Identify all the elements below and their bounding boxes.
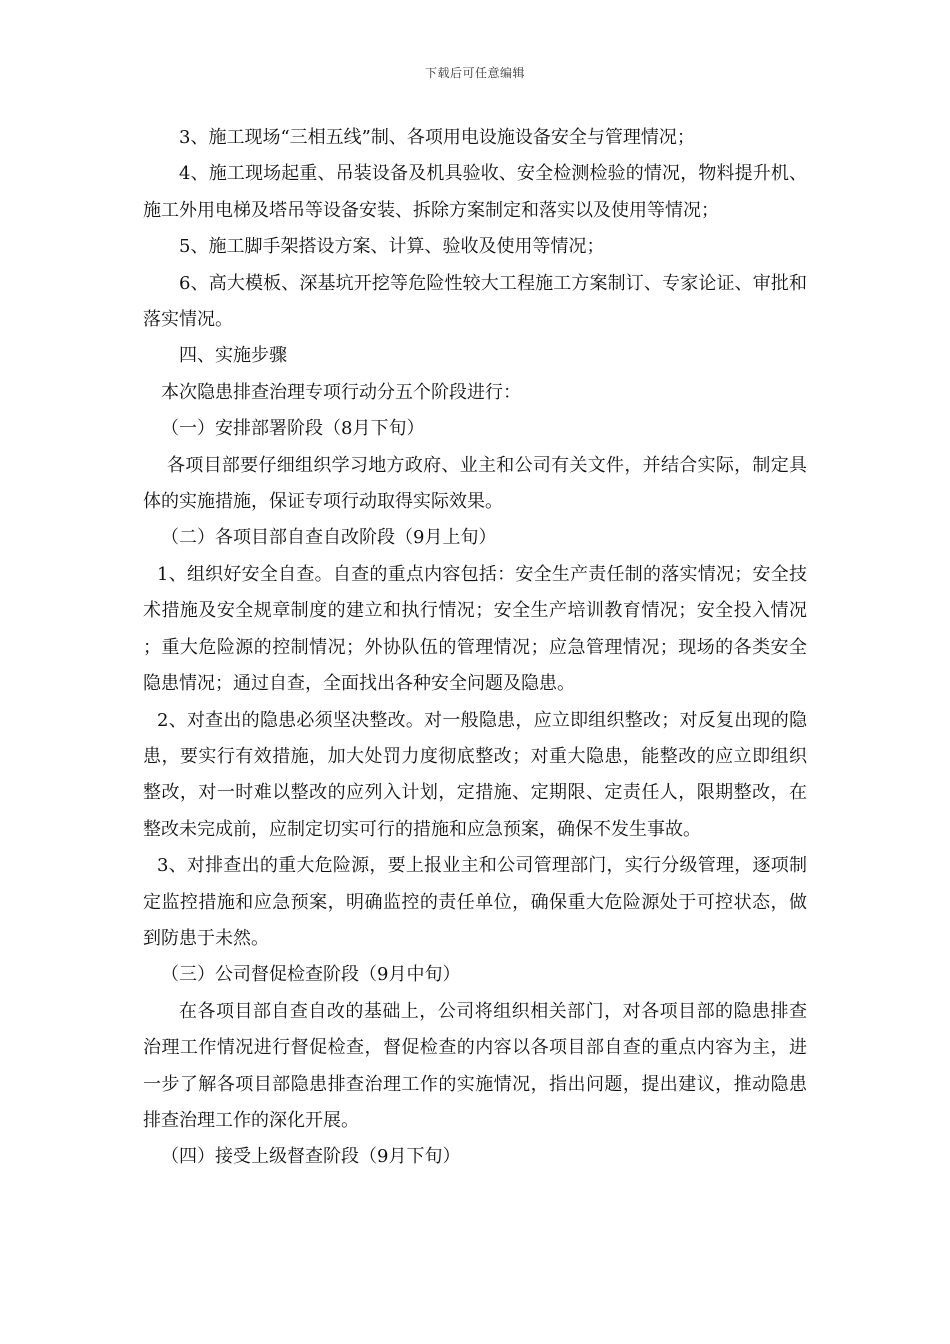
stage-heading-3: （三）公司督促检查阶段（9月中旬） xyxy=(161,964,461,986)
paragraph-item-3: 3、施工现场“三相五线”制、各项用电设施设备安全与管理情况； xyxy=(179,127,695,148)
stage-heading-4: （四）接受上级督查阶段（9月下旬） xyxy=(161,1146,461,1168)
stage-heading-2: （二）各项目部自查自改阶段（9月上旬） xyxy=(161,527,497,549)
paragraph-item-4: 4、施工现场起重、吊装设备及机具验收、安全检测检验的情况，物料提升机、施工外用电梯及塔吊等设备安装、拆除方案制定和落实以及使用等情况； xyxy=(143,163,807,221)
paragraph-stage-2-item-3: 3、对排查出的重大危险源，要上报业主和公司管理部门，实行分级管理，逐项制定监控措施和应急预案，明确监控的责任单位，确保重大危险源处于可控状态，做到防患于未然。 xyxy=(143,855,807,949)
document-body xyxy=(143,120,807,1176)
stage-heading-1: （一）安排部署阶段（8月下旬） xyxy=(161,418,425,440)
paragraph-stage-2-item-1: 1、组织好安全自查。自查的重点内容包括：安全生产责任制的落实情况；安全技术措施及安全规章制度的建立和执行情况；安全生产培训教育情况；安全投入情况；重大危险源的控制情况；外协队伍的管理情况；应急管理情况；现场的各类安全隐患情况；通过自查，全面找出各种安全问题及隐患。 xyxy=(143,563,807,695)
paragraph-stage-2-item-2: 2、对查出的隐患必须坚决整改。对一般隐患，应立即组织整改；对反复出现的隐患，要实行有效措施，加大处罚力度彻底整改；对重大隐患，能整改的应立即组织整改，对一时难以整改的应列入计划，定措施、定期限、定责任人，限期整改，在整改未完成前，应制定切实可行的措施和应急预案，确保不发生事故。 xyxy=(143,709,807,840)
paragraph-stage-3-body: 在各项目部自查自改的基础上，公司将组织相关部门，对各项目部的隐患排查治理工作情况进行督促检查，督促检查的内容以各项目部自查的重点内容为主，进一步了解各项目部隐患排查治理工作的实施情况，指出问题，提出建议，推动隐患排查治理工作的深化开展。 xyxy=(143,1000,807,1131)
paragraph-stages-intro: 本次隐患排查治理专项行动分五个阶段进行： xyxy=(161,381,521,403)
page-header-note: 下载后可任意编辑 xyxy=(424,66,525,80)
paragraph-item-5: 5、施工脚手架搭设方案、计算、验收及使用等情况； xyxy=(179,236,605,258)
paragraph-item-6: 6、高大模板、深基坑开挖等危险性较大工程施工方案制订、专家论证、审批和落实情况。 xyxy=(143,272,807,331)
section-heading-implementation-steps: 四、实施步骤 xyxy=(179,345,287,367)
paragraph-stage-1-body: 各项目部要仔细组织学习地方政府、业主和公司有关文件，并结合实际，制定具体的实施措施，保证专项行动取得实际效果。 xyxy=(143,454,807,513)
